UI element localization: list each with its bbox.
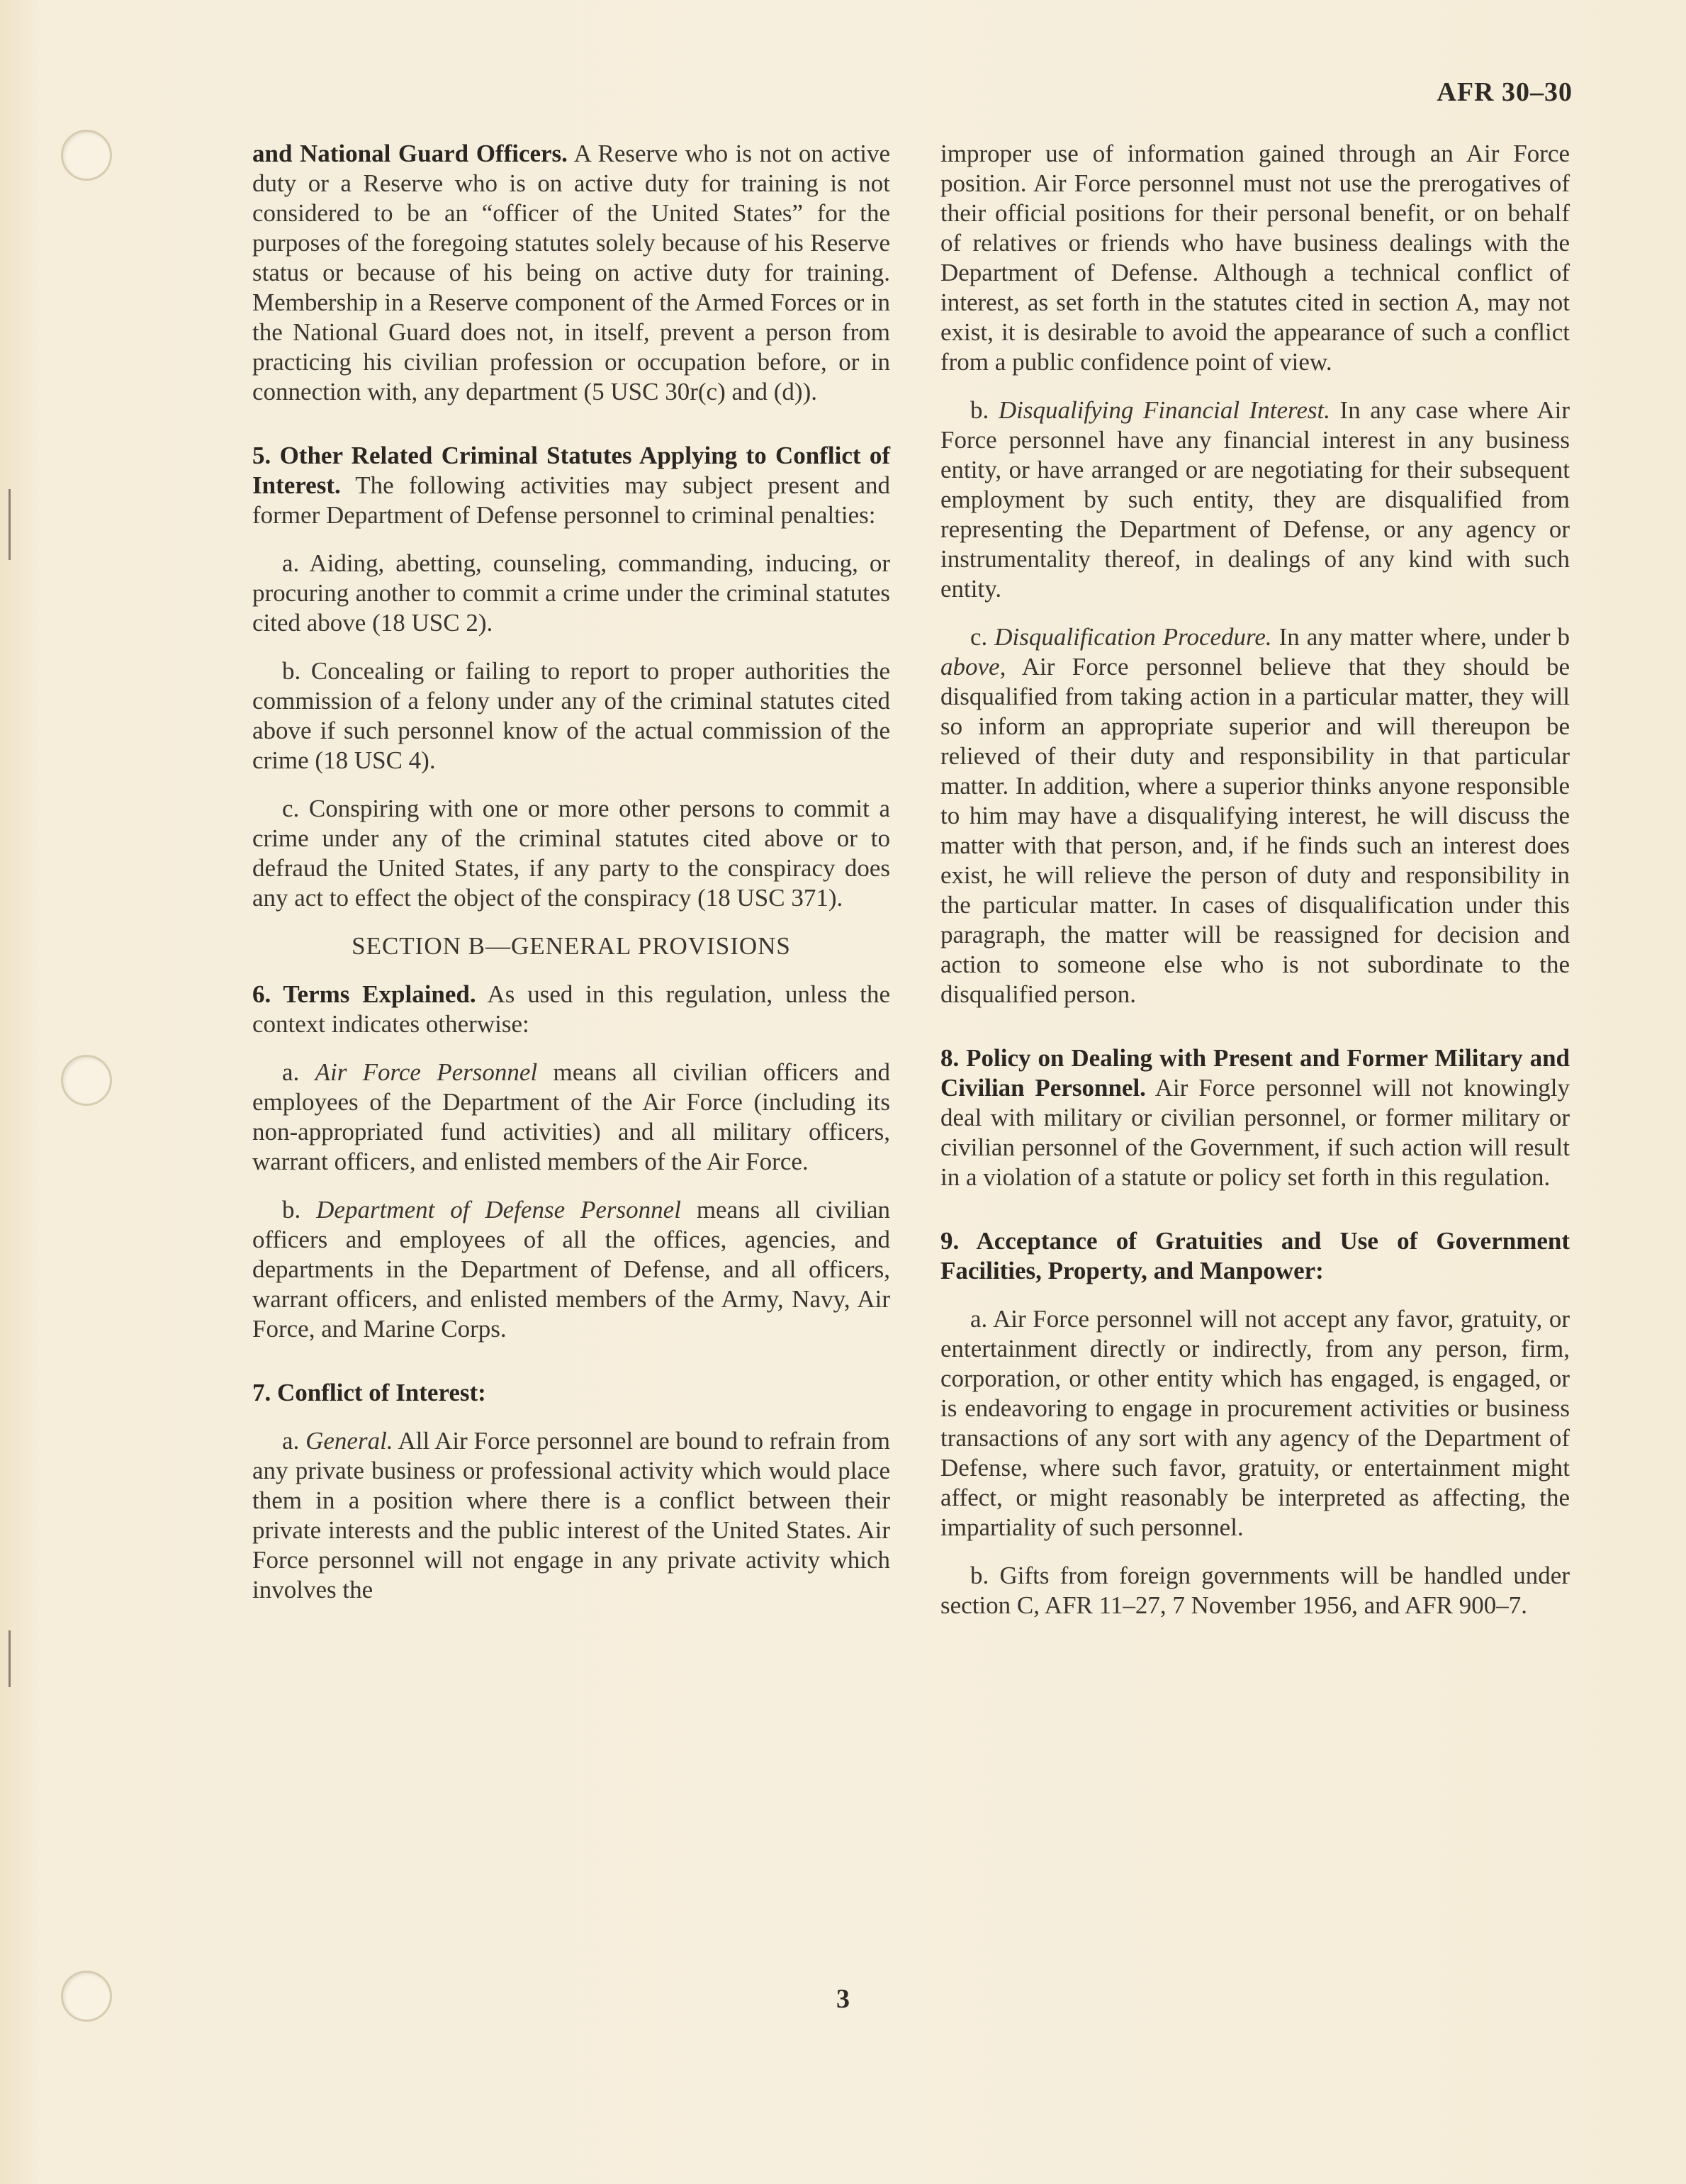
item-label: a. bbox=[282, 1058, 315, 1086]
section-5-text: The following activities may subject present and former Department of Defense personnel to criminal penalties: bbox=[252, 471, 890, 529]
item-text: All Air Force personnel are bound to refrain from any private business or professional activity which would place them in a position where there is a conflict between their private interests and the public interest of the United States. Air Force personnel will not engage in any private activity which involves the bbox=[252, 1427, 890, 1603]
section-8 bbox=[940, 1043, 1570, 1192]
section-9-item-b: b. Gifts from foreign governments will be handled under section C, AFR 11–27, 7 November 1956, and AFR 900–7. bbox=[940, 1562, 1570, 1619]
section-7-item-a bbox=[252, 1426, 890, 1605]
defined-term: Disqualifying Financial Interest. bbox=[998, 396, 1330, 424]
paragraph-continued: improper use of information gained through an Air Force position. Air Force personnel must not use the prerogatives of their official positions for their personal benefit, or on behalf of relatives or friends who have business dealings with the Department of Defense. Although a technical conflict of interest, as set forth in the statutes cited in section A, may not exist, it is desirable to avoid the appearance of such a conflict from a public confidence point of view. bbox=[940, 140, 1570, 376]
item-text: means all civilian officers and employees of all the offices, agencies, and departments in the Department of Defense, and all officers, warrant officers, and enlisted members of the Army, Navy, Air Force, and Marine Corps. bbox=[252, 1196, 890, 1343]
binder-hole-middle bbox=[61, 1055, 112, 1106]
defined-term: General. bbox=[305, 1427, 393, 1455]
section-7-item-b bbox=[940, 396, 1570, 604]
item-label: b. bbox=[970, 396, 999, 424]
section-7-heading-text: 7. Conflict of Interest: bbox=[252, 1379, 486, 1406]
paragraph-continued bbox=[252, 139, 890, 407]
item-label: a. bbox=[282, 1427, 306, 1455]
section-b-title: SECTION B—GENERAL PROVISIONS bbox=[352, 932, 791, 960]
emphasis: above, bbox=[940, 653, 1006, 681]
paragraph-heading: and National Guard Officers. bbox=[252, 140, 568, 167]
edge-mark bbox=[9, 489, 11, 560]
section-5-item-a: a. Aiding, abetting, counseling, commanding, inducing, or procuring another to commit a crime under the criminal statutes cited above (18 USC 2). bbox=[252, 549, 890, 637]
defined-term: Air Force Personnel bbox=[315, 1058, 538, 1086]
section-7-item-c bbox=[940, 622, 1570, 1009]
right-column bbox=[940, 139, 1570, 1639]
item-label: b. bbox=[282, 1196, 317, 1223]
item-text: means all civilian officers and employees of the Department of the Air Force (including its non-appropriated fund activities) and all military officers, warrant officers, and enlisted members of the Air Force. bbox=[252, 1058, 890, 1175]
item-text: In any matter where, under b bbox=[1271, 623, 1570, 651]
paragraph-text: A Reserve who is not on active duty or a Reserve who is on active duty for training is not considered to be an “officer of the United States” for the purposes of the foregoing statutes solely because of his Reserve status or because of his being on active duty for training. Membership in a Reserve component of the Armed Forces or in the National Guard does not, in itself, prevent a person from practicing his civilian profession or occupation before, or in connection with, any department (5 USC 30r(c) and (d)). bbox=[252, 140, 890, 405]
section-5-item-b: b. Concealing or failing to report to proper authorities the commission of a felony under any of the criminal statutes cited above if such personnel know of the actual commission of the crime (18 USC 4). bbox=[252, 657, 890, 774]
edge-mark bbox=[9, 1630, 11, 1687]
binder-hole-top bbox=[61, 130, 112, 181]
item-label: c. bbox=[970, 623, 995, 651]
section-6-heading: 6. Terms Explained. bbox=[252, 980, 476, 1008]
item-text: In any case where Air Force personnel have any financial interest in any business entity, or have arranged or are negotiating for their subsequent employment by such entity, they are disqualified from representing the Department of Defense, or any agency or instrumentality thereof, in dealings of any kind with such entity. bbox=[940, 396, 1570, 603]
section-8-text: Air Force personnel will not knowingly deal with military or civilian personnel, or former military or civilian personnel of the Government, if such action will result in a violation of a statute or policy set forth in this regulation. bbox=[940, 1074, 1570, 1191]
section-6-item-a bbox=[252, 1058, 890, 1177]
section-5-item-c: c. Conspiring with one or more other persons to commit a crime under any of the criminal statutes cited above or to defraud the United States, if any party to the conspiracy does any act to effect the object of the conspiracy (18 USC 371). bbox=[252, 795, 890, 912]
section-7-heading bbox=[252, 1378, 890, 1408]
defined-term: Department of Defense Personnel bbox=[316, 1196, 681, 1223]
section-8-heading: 8. Policy on Dealing with Present and Former Military and Civilian Personnel. bbox=[940, 1044, 1570, 1102]
section-5-heading: 5. Other Related Criminal Statutes Applying to Conflict of Interest. bbox=[252, 442, 890, 499]
defined-term: Disqualification Procedure. bbox=[994, 623, 1272, 651]
section-5 bbox=[252, 441, 890, 530]
section-6 bbox=[252, 980, 890, 1039]
section-9-item-a: a. Air Force personnel will not accept any favor, gratuity, or entertainment directly or indirectly, from any person, firm, corporation, or other entity which has engaged, is engaged, or is endeavoring to engage in procurement activities or business transactions of any sort with any agency of the Department of Defense, where such favor, gratuity, or entertainment might affect, or might reasonably be interpreted as affecting, the impartiality of such personnel. bbox=[940, 1305, 1570, 1541]
left-column bbox=[252, 139, 890, 1623]
section-6-text: As used in this regulation, unless the context indicates otherwise: bbox=[252, 980, 890, 1038]
section-6-item-b bbox=[252, 1195, 890, 1344]
document-id: AFR 30–30 bbox=[1437, 77, 1573, 107]
page-number: 3 bbox=[836, 1984, 850, 2014]
section-9-heading bbox=[940, 1226, 1570, 1286]
section-9-heading-text: 9. Acceptance of Gratuities and Use of Government Facilities, Property, and Manpower: bbox=[940, 1227, 1570, 1284]
item-text: Air Force personnel believe that they should be disqualified from taking action in a particular matter, they will so inform an appropriate superior and will thereupon be relieved of their duty and responsibility in that particular matter. In addition, where a superior thinks anyone responsible to him may have a disqualifying interest, he will discuss the matter with that person, and, if he finds such an interest does exist, he will relieve the person of duty and responsibility in the particular matter. In cases of disqualification under this paragraph, the matter will be reassigned for decision and action to someone else who is not subordinate to the disqualified person. bbox=[940, 653, 1570, 1008]
